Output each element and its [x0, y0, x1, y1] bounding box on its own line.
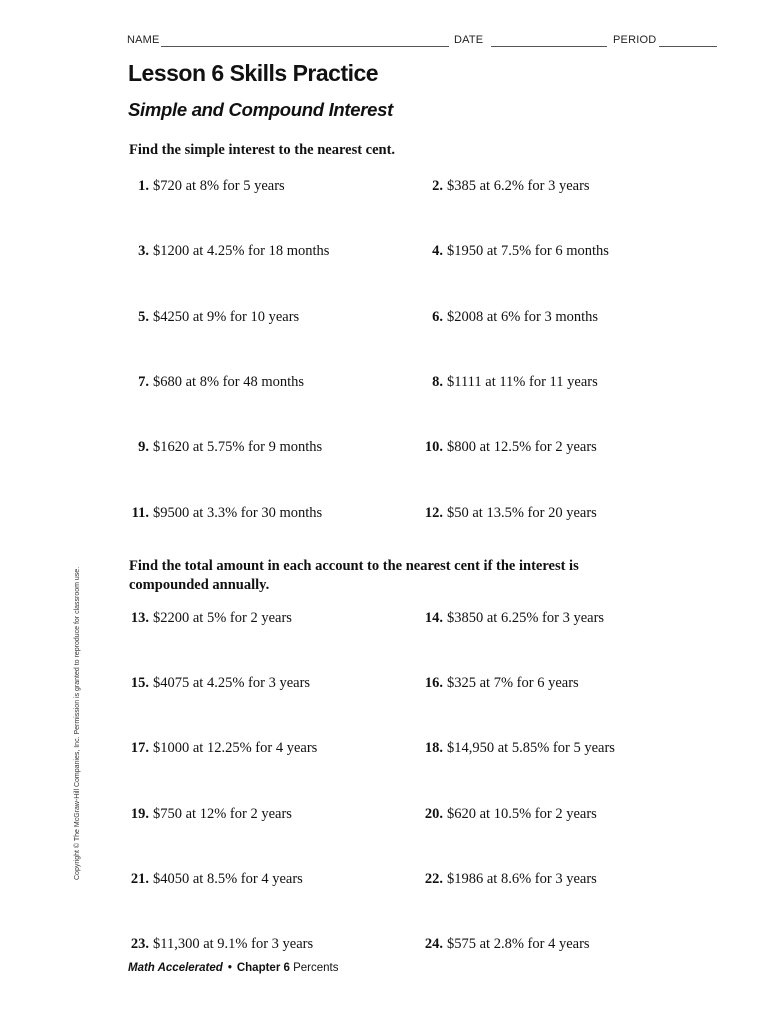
problem-item	[415, 936, 590, 953]
problem-number: 22.	[424, 871, 443, 887]
problem-item	[121, 610, 292, 627]
problem-text: $1200 at 4.25% for 18 months	[153, 243, 330, 259]
footer-course: Math Accelerated	[128, 962, 223, 974]
problem-text: $3850 at 6.25% for 3 years	[447, 610, 605, 626]
problem-text: $720 at 8% for 5 years	[153, 178, 285, 194]
problem-text: $9500 at 3.3% for 30 months	[153, 505, 323, 521]
problem-number: 10.	[424, 439, 443, 455]
problem-text: $4250 at 9% for 10 years	[153, 309, 300, 325]
problem-item	[121, 309, 299, 326]
problem-item	[415, 243, 609, 260]
page-title: Lesson 6 Skills Practice	[128, 60, 379, 86]
problem-number: 6.	[432, 309, 443, 325]
problem-number: 4.	[432, 243, 443, 259]
problem-number: 16.	[424, 675, 443, 691]
problem-item	[415, 505, 597, 522]
name-line[interactable]	[161, 46, 449, 47]
problem-text: $325 at 7% for 6 years	[447, 675, 579, 691]
problem-item	[121, 740, 317, 757]
problem-number: 5.	[138, 309, 149, 325]
problem-item	[121, 243, 329, 260]
problem-text: $2200 at 5% for 2 years	[153, 610, 292, 626]
problem-item	[415, 439, 597, 456]
problem-number: 14.	[424, 610, 443, 626]
problem-number: 20.	[424, 806, 443, 822]
section1-instruction: Find the simple interest to the nearest cent.	[129, 142, 396, 158]
problem-number: 1.	[138, 178, 149, 194]
period-line[interactable]	[659, 46, 717, 47]
problem-item	[121, 675, 310, 692]
problem-text: $800 at 12.5% for 2 years	[447, 439, 597, 455]
problem-text: $750 at 12% for 2 years	[153, 806, 292, 822]
problem-text: $50 at 13.5% for 20 years	[447, 505, 597, 521]
problem-item	[415, 610, 604, 627]
page-subtitle: Simple and Compound Interest	[128, 99, 394, 120]
copyright-notice: Copyright © The McGraw-Hill Companies, Inc. Permission is granted to reproduce for classroom use.	[74, 566, 81, 880]
problem-text: $4050 at 8.5% for 4 years	[153, 871, 303, 887]
problem-text: $680 at 8% for 48 months	[153, 374, 305, 390]
problem-number: 13.	[130, 610, 149, 626]
date-label: DATE	[454, 34, 484, 46]
problem-number: 3.	[138, 243, 149, 259]
problem-number: 11.	[131, 505, 149, 521]
problem-item	[415, 871, 597, 888]
problem-text: $1986 at 8.6% for 3 years	[447, 871, 597, 887]
problem-number: 15.	[130, 675, 149, 691]
footer-topic: Percents	[293, 962, 339, 974]
problem-number: 17.	[130, 740, 149, 756]
problem-item	[415, 178, 590, 195]
problem-item	[121, 806, 292, 823]
period-label: PERIOD	[613, 34, 657, 46]
problem-number: 18.	[424, 740, 443, 756]
problem-text: $2008 at 6% for 3 months	[447, 309, 599, 325]
footer-separator: •	[227, 962, 232, 974]
problem-number: 19.	[130, 806, 149, 822]
problem-item	[121, 439, 322, 456]
problem-text: $1111 at 11% for 11 years	[447, 374, 598, 390]
problem-item	[121, 936, 313, 953]
problem-number: 8.	[432, 374, 443, 390]
problem-item	[415, 675, 579, 692]
page-footer	[128, 962, 338, 974]
problem-text: $1620 at 5.75% for 9 months	[153, 439, 323, 455]
header-fields	[127, 34, 717, 48]
problem-number: 21.	[130, 871, 149, 887]
problem-number: 12.	[424, 505, 443, 521]
problem-item	[121, 871, 303, 888]
problem-text: $385 at 6.2% for 3 years	[447, 178, 590, 194]
problem-text: $14,950 at 5.85% for 5 years	[447, 740, 615, 756]
problem-text: $11,300 at 9.1% for 3 years	[153, 936, 314, 952]
problem-number: 23.	[130, 936, 149, 952]
problem-text: $620 at 10.5% for 2 years	[447, 806, 597, 822]
problem-number: 2.	[432, 178, 443, 194]
problem-item	[415, 740, 615, 757]
problem-text: $575 at 2.8% for 4 years	[447, 936, 590, 952]
section2-instruction: Find the total amount in each account to the nearest cent if the interest is compounded annually.	[129, 558, 579, 593]
problem-number: 7.	[138, 374, 149, 390]
problem-item	[121, 505, 322, 522]
name-label: NAME	[127, 34, 160, 46]
problem-number: 9.	[138, 439, 149, 455]
problem-item	[415, 309, 598, 326]
problem-text: $1950 at 7.5% for 6 months	[447, 243, 609, 259]
problem-item	[415, 374, 598, 391]
problem-item	[121, 374, 304, 391]
problem-text: $1000 at 12.25% for 4 years	[153, 740, 318, 756]
problem-text: $4075 at 4.25% for 3 years	[153, 675, 311, 691]
problem-number: 24.	[424, 936, 443, 952]
problem-item	[415, 806, 597, 823]
problem-item	[121, 178, 285, 195]
date-line[interactable]	[491, 46, 607, 47]
footer-chapter: Chapter 6	[236, 962, 290, 974]
